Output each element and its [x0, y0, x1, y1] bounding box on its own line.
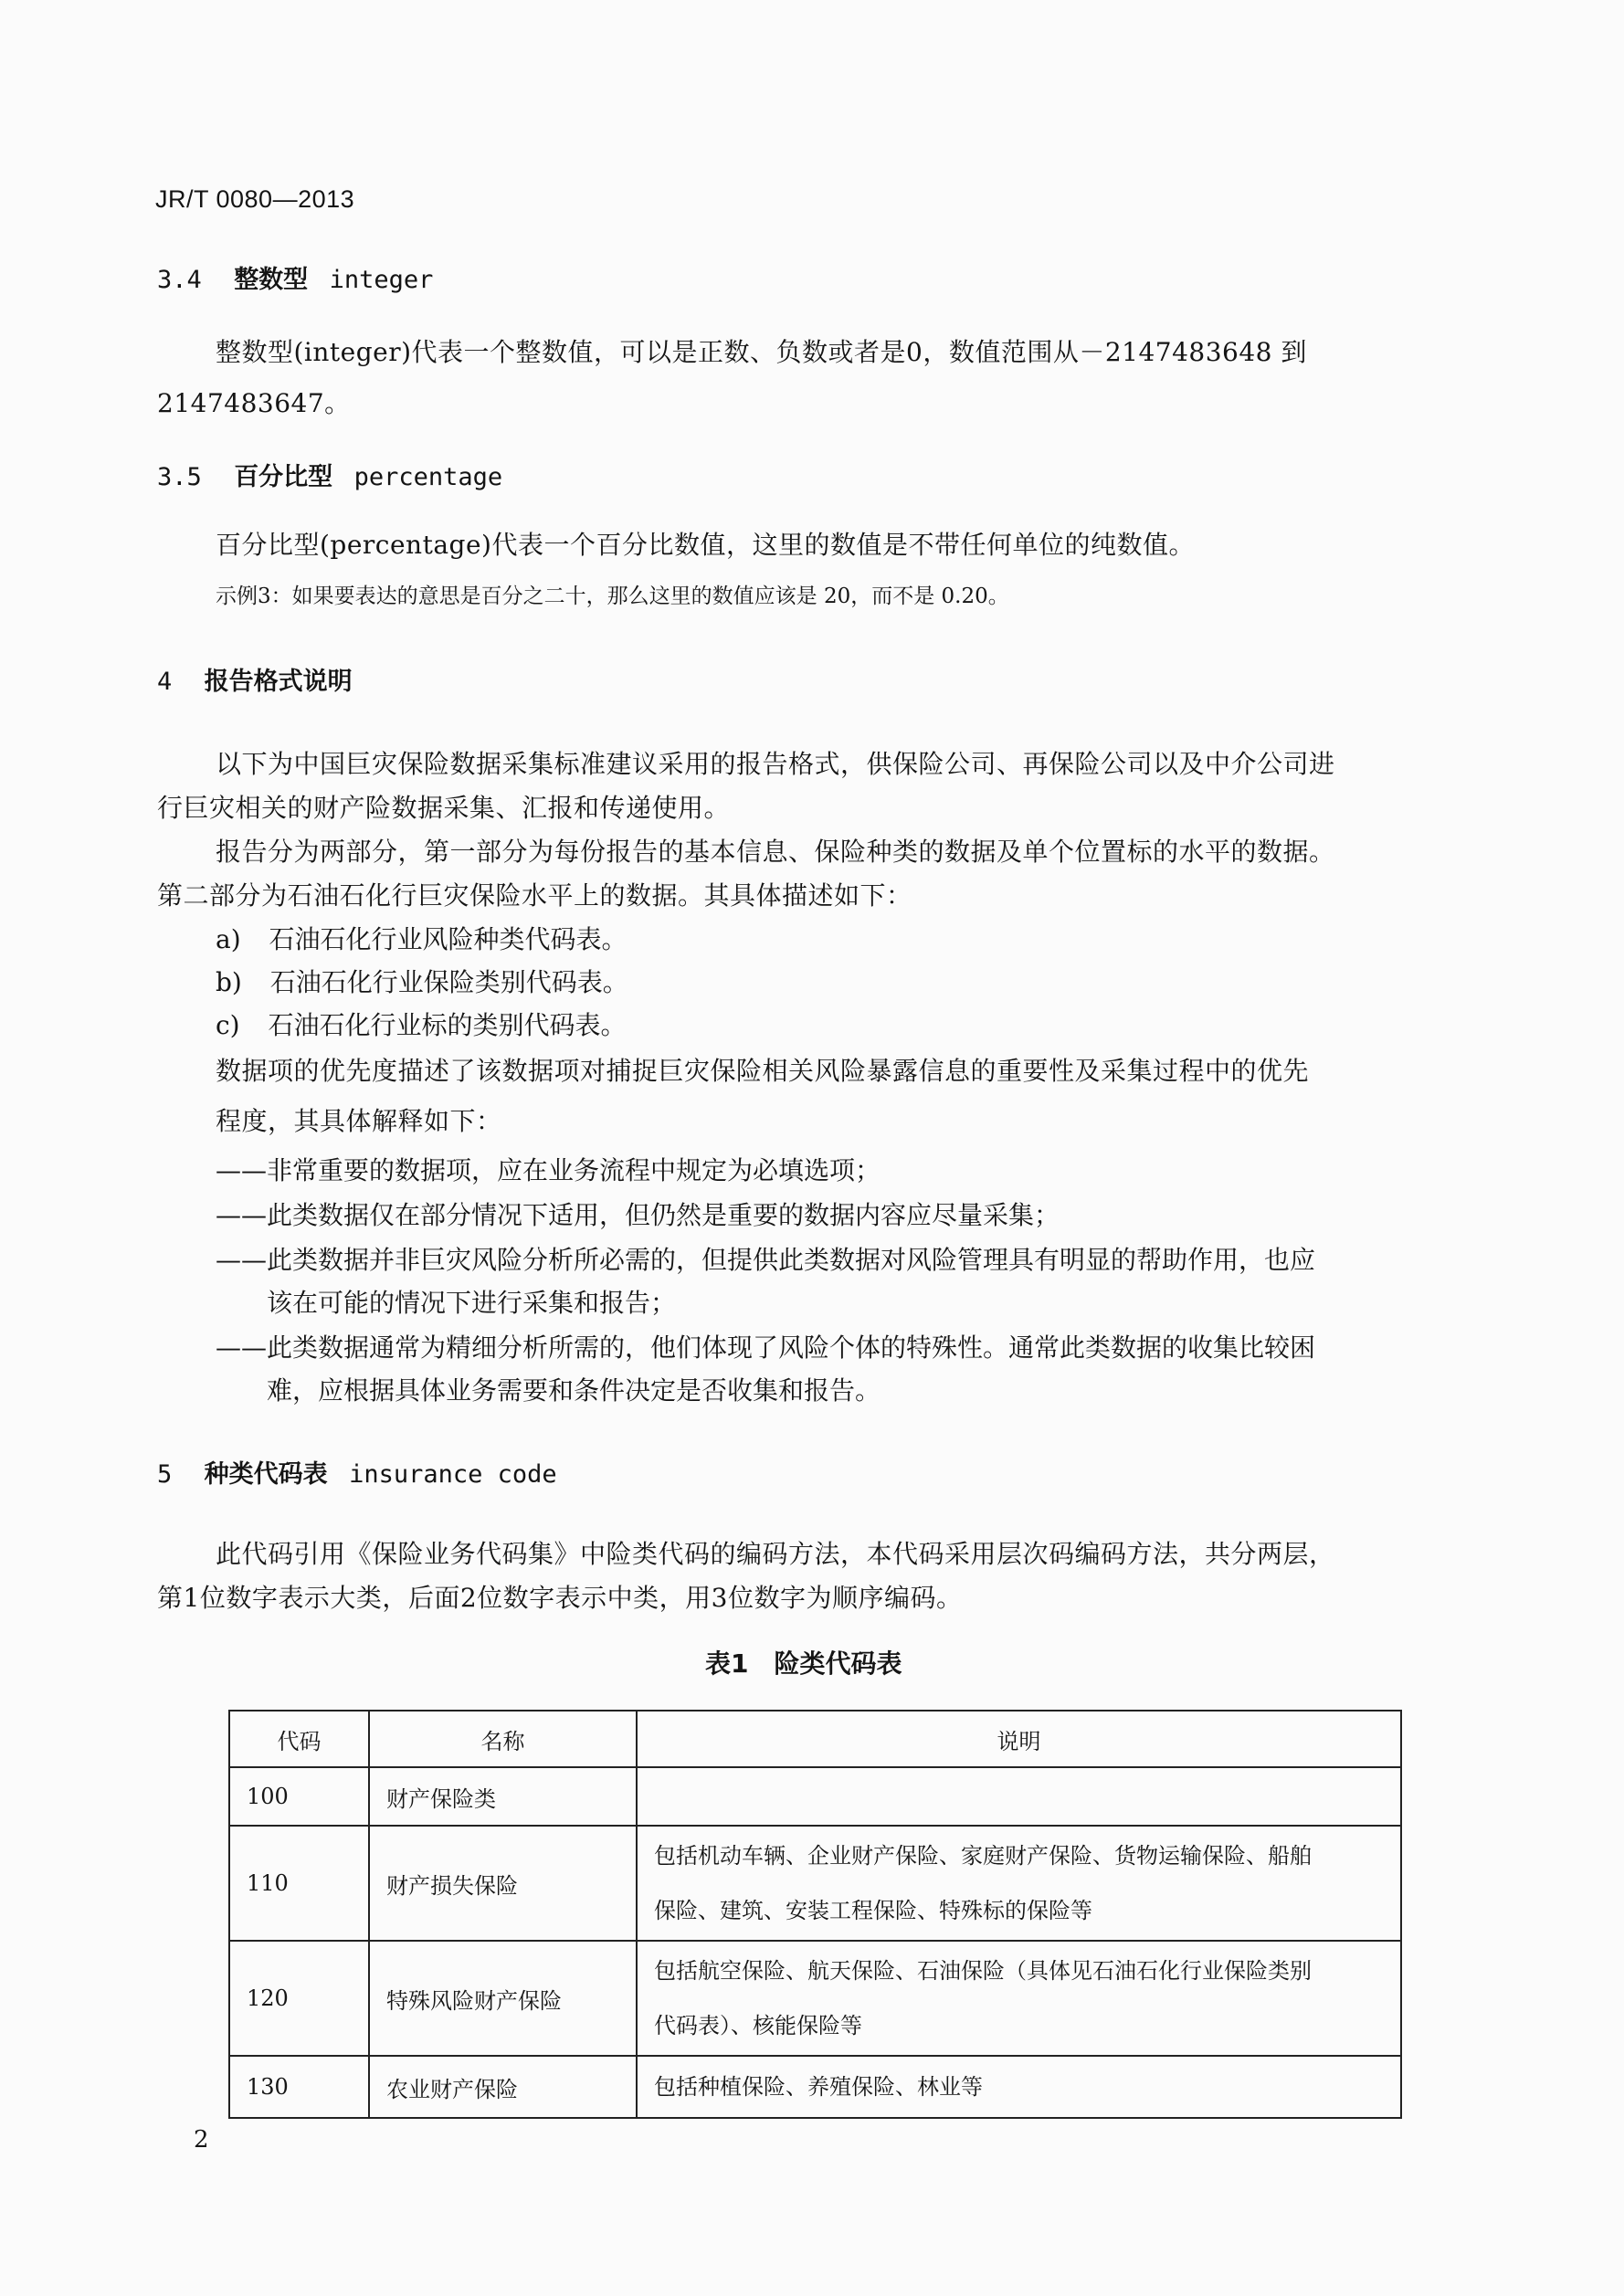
dash-item-line: ——此类数据并非巨灾风险分析所必需的，但提供此类数据对风险管理具有明显的帮助作用，也应: [216, 1245, 1316, 1275]
table-row: [229, 2056, 1401, 2118]
section-number: 5: [157, 1460, 173, 1489]
example-note: 示例3：如果要表达的意思是百分之二十，那么这里的数值应该是 20，而不是 0.20。: [216, 585, 1009, 608]
section-4-p2-line2: 第二部分为石油石化行巨灾保险水平上的数据。其具体描述如下：: [157, 880, 912, 911]
section-number: 4: [157, 668, 173, 696]
table-row: [229, 1941, 1401, 2056]
cell-code: 100: [229, 1767, 369, 1826]
cell-code: 120: [229, 1941, 369, 2056]
list-item: [216, 920, 627, 956]
description-line: 保险、建筑、安装工程保险、特殊标的保险等: [654, 1898, 1092, 1923]
table-row: [229, 1826, 1401, 1941]
list-text: 石油石化行业保险类别代码表。: [269, 967, 628, 997]
section-number: 3.4: [157, 266, 202, 294]
dash-item-continuation: 难，应根据具体业务需要和条件决定是否收集和报告。: [267, 1375, 881, 1406]
cell-name: 特殊风险财产保险: [369, 1941, 637, 2056]
description-line: 包括航空保险、航天保险、石油保险（具体见石油石化行业保险类别: [654, 1958, 1312, 1984]
list-item: [216, 1006, 627, 1042]
section-4-p3-line1: 数据项的优先度描述了该数据项对捕捉巨灾保险相关风险暴露信息的重要性及采集过程中的优先: [216, 1056, 1310, 1086]
section-title-en: percentage: [353, 463, 503, 491]
dash-item-line: ——非常重要的数据项，应在业务流程中规定为必填选项；: [216, 1155, 881, 1185]
cell-name: 财产损失保险: [369, 1826, 637, 1941]
section-title: 种类代码表: [204, 1460, 328, 1489]
cell-code: 110: [229, 1826, 369, 1941]
section-number: 3.5: [157, 463, 202, 491]
section-5-paragraph-line1: 此代码引用《保险业务代码集》中险类代码的编码方法，本代码采用层次码编码方法，共分两层，: [216, 1539, 1335, 1569]
dash-item-line: ——此类数据通常为精细分析所需的，他们体现了风险个体的特殊性。通常此类数据的收集比较困: [216, 1332, 1316, 1363]
column-header-code: 代码: [229, 1711, 369, 1767]
list-marker: a): [216, 924, 241, 954]
cell-name: 农业财产保险: [369, 2056, 637, 2118]
cell-description: [637, 2056, 1401, 2118]
section-4-p2-line1: 报告分为两部分，第一部分为每份报告的基本信息、保险种类的数据及单个位置标的水平的数据。: [216, 837, 1335, 867]
dash-item-line: ——此类数据仅在部分情况下适用，但仍然是重要的数据内容应尽量采集；: [216, 1200, 1060, 1230]
section-4-heading: [157, 661, 353, 697]
column-header-name: 名称: [369, 1711, 637, 1767]
section-3-4-heading: [157, 259, 433, 295]
standard-number: JR/T 0080—2013: [155, 185, 355, 213]
dash-item-continuation: 该在可能的情况下进行采集和报告；: [267, 1288, 677, 1318]
section-title: 整数型: [234, 266, 309, 294]
cell-description: [637, 1767, 1401, 1826]
section-3-4-paragraph-line1: 整数型(integer)代表一个整数值，可以是正数、负数或者是0，数值范围从－2147483648 到: [216, 337, 1307, 367]
section-3-5-paragraph: 百分比型(percentage)代表一个百分比数值，这里的数值是不带任何单位的纯数值。: [216, 530, 1195, 560]
list-marker: b): [216, 967, 242, 997]
section-3-4-paragraph-line2: 2147483647。: [157, 388, 351, 418]
column-header-description: 说明: [637, 1711, 1401, 1767]
list-marker: c): [216, 1010, 240, 1040]
insurance-code-table: [228, 1710, 1402, 2119]
table-caption: 表1 险类代码表: [705, 1648, 902, 1679]
description-line: 包括机动车辆、企业财产保险、家庭财产保险、货物运输保险、船舶: [654, 1843, 1312, 1869]
section-4-p1-line2: 行巨灾相关的财产险数据采集、汇报和传递使用。: [157, 793, 731, 823]
section-title-en: integer: [329, 266, 434, 294]
section-5-heading: [157, 1454, 557, 1490]
section-title-en: insurance code: [349, 1460, 557, 1489]
cell-description: [637, 1941, 1401, 2056]
table-row: [229, 1767, 1401, 1826]
cell-description: [637, 1826, 1401, 1941]
description-line: 包括种植保险、养殖保险、林业等: [654, 2074, 983, 2100]
section-title: 报告格式说明: [204, 668, 353, 696]
section-3-5-heading: [157, 457, 502, 492]
list-text: 石油石化行业标的类别代码表。: [268, 1010, 627, 1040]
cell-code: 130: [229, 2056, 369, 2118]
table-header-row: [229, 1711, 1401, 1767]
list-item: [216, 963, 628, 999]
cell-name: 财产保险类: [369, 1767, 637, 1826]
description-line: 代码表）、核能保险等: [654, 2013, 862, 2038]
list-text: 石油石化行业风险种类代码表。: [269, 924, 627, 954]
section-4-p3-line2: 程度，其具体解释如下：: [216, 1106, 502, 1136]
section-4-p1-line1: 以下为中国巨灾保险数据采集标准建议采用的报告格式，供保险公司、再保险公司以及中介公司进: [216, 749, 1335, 779]
section-5-paragraph-line2: 第1位数字表示大类，后面2位数字表示中类，用3位数字为顺序编码。: [157, 1583, 963, 1613]
page-number: 2: [194, 2126, 209, 2154]
section-title: 百分比型: [234, 463, 333, 491]
